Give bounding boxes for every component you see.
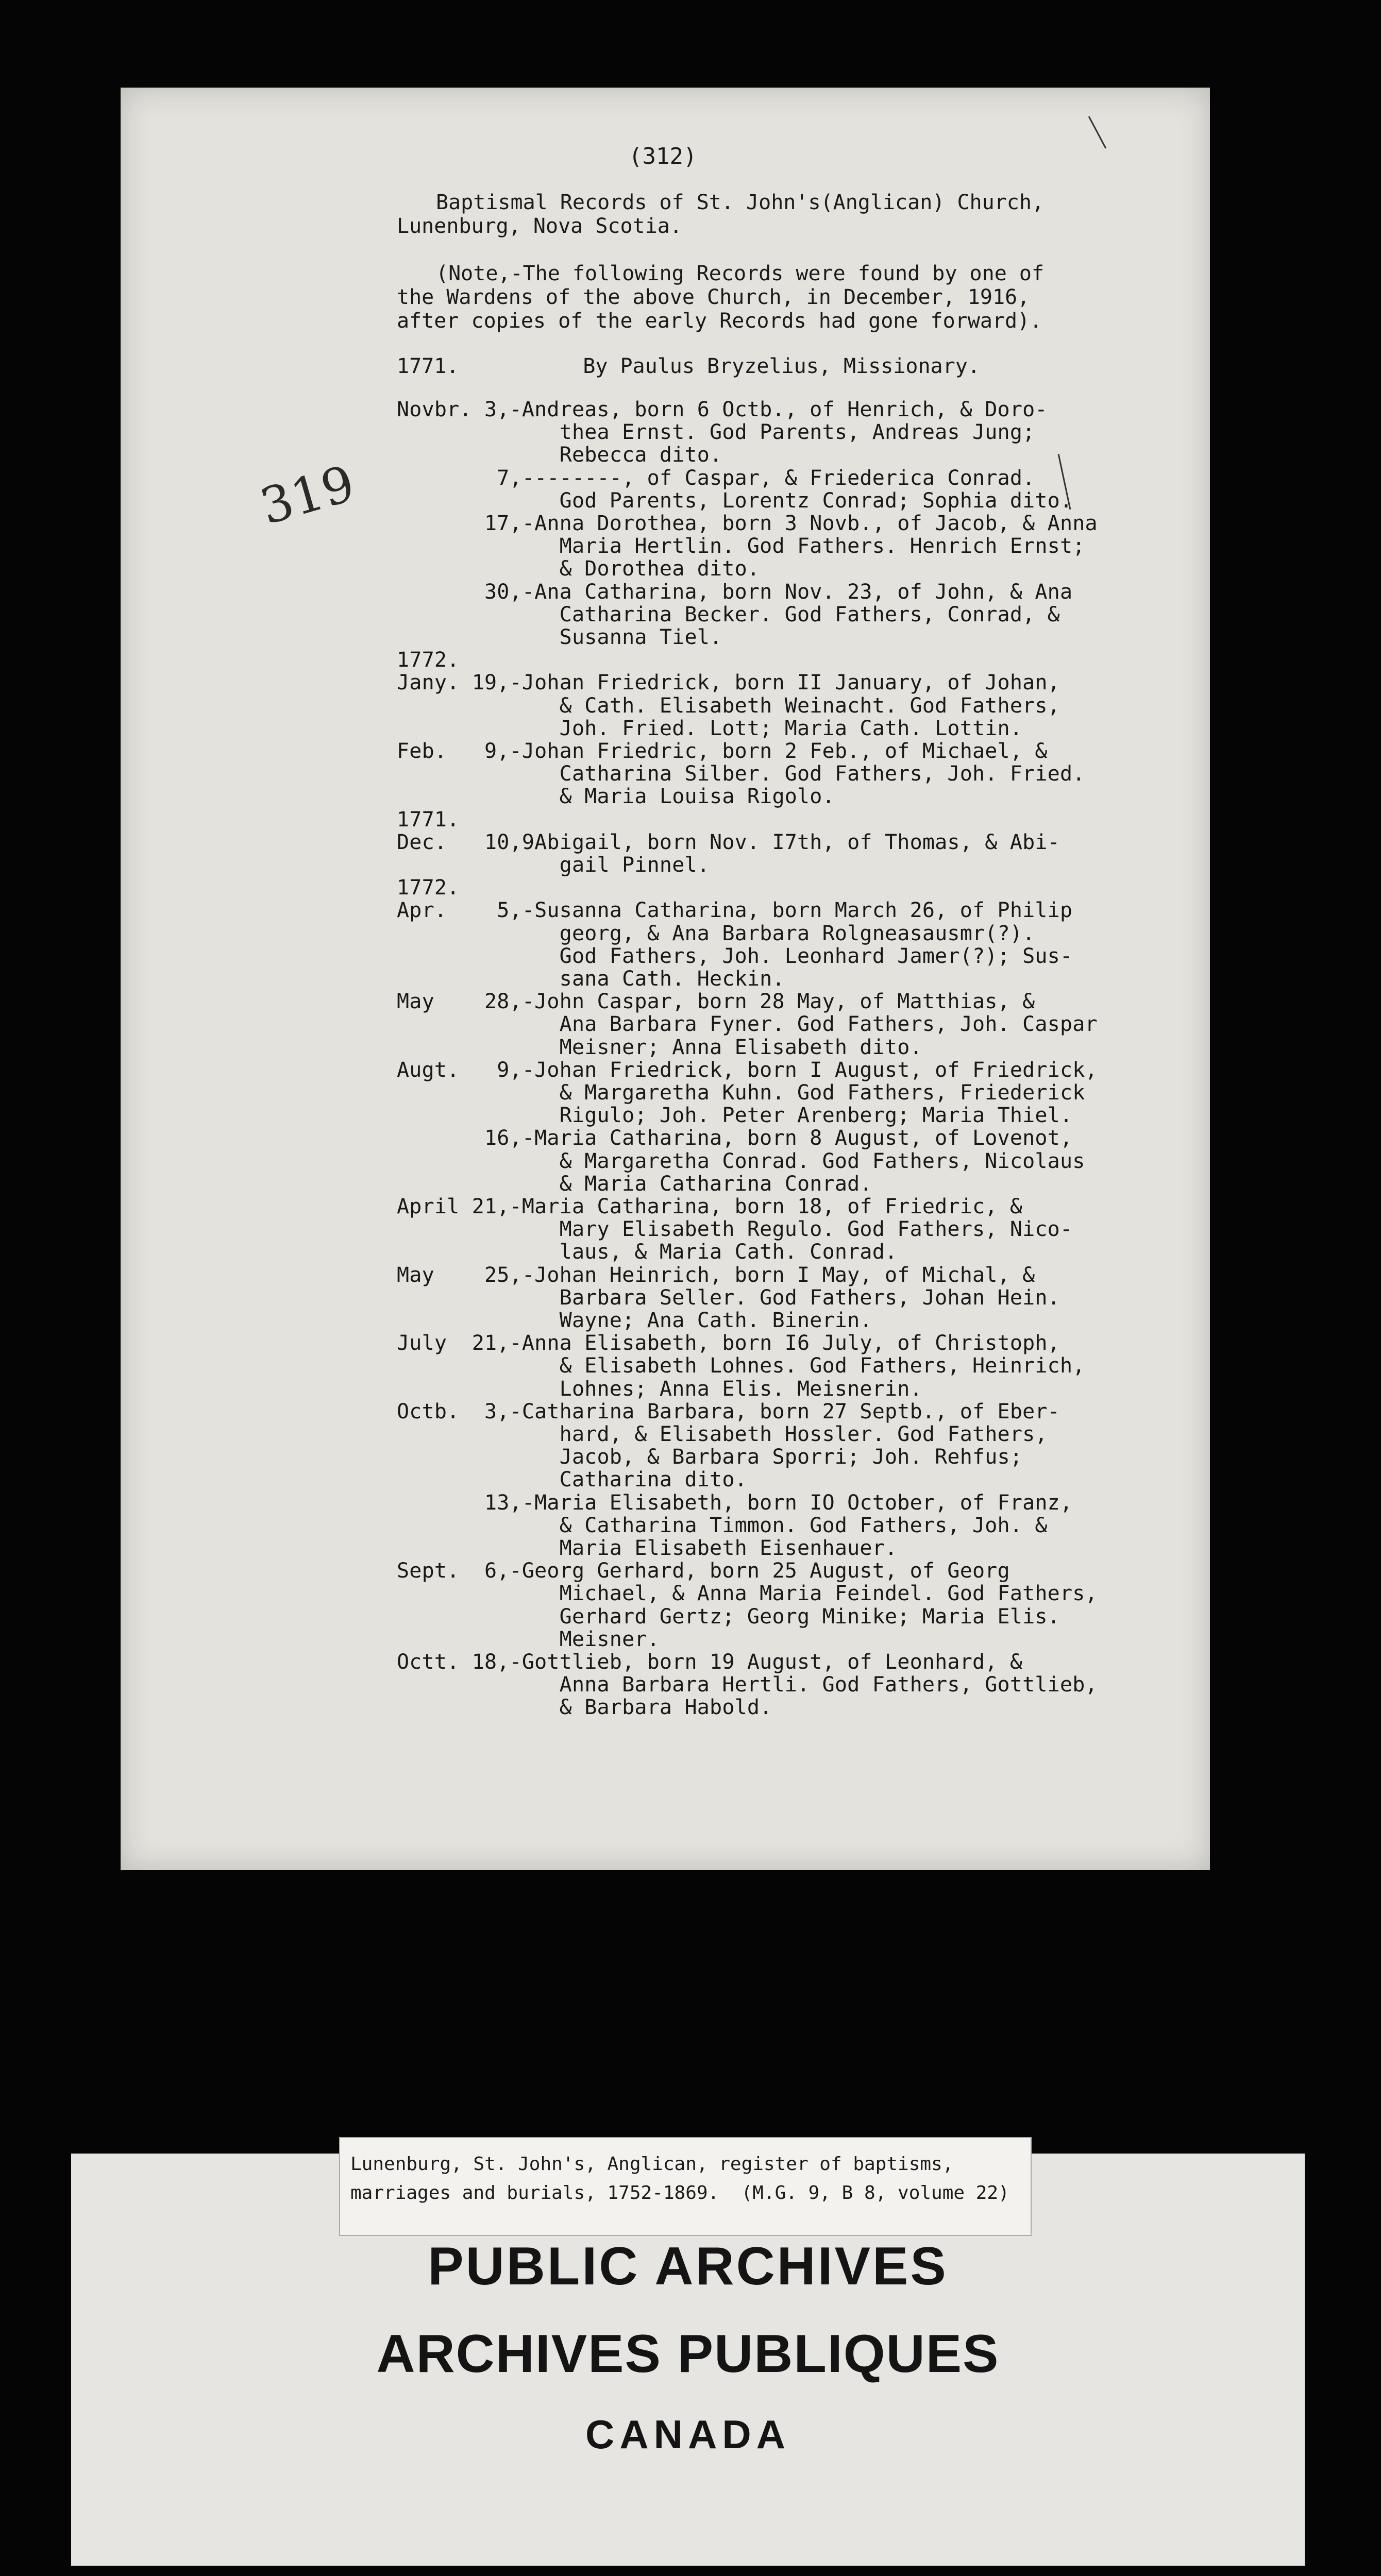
entry-line: 13,-Maria Elisabeth, born IO October, of Franz, <box>397 1490 1073 1515</box>
entry-line: & Margaretha Kuhn. God Fathers, Friederick <box>397 1081 1085 1105</box>
entry-line: God Parents, Lorentz Conrad; Sophia dito. <box>397 488 1073 513</box>
entry-line: gail Pinnel. <box>397 853 710 877</box>
entry-line: Lohnes; Anna Elis. Meisnerin. <box>397 1377 922 1401</box>
entry-line: Maria Elisabeth Eisenhauer. <box>397 1536 898 1560</box>
entry-line: Mary Elisabeth Regulo. God Fathers, Nico- <box>397 1217 1073 1242</box>
entry-line: & Maria Louisa Rigolo. <box>397 785 835 809</box>
entry-line: & Maria Catharina Conrad. <box>397 1172 872 1196</box>
archive-label-english: PUBLIC ARCHIVES <box>428 2236 948 2296</box>
entry-line: Anna Barbara Hertli. God Fathers, Gottlieb, <box>397 1673 1098 1697</box>
entry-line: Sept. 6,-Georg Gerhard, born 25 August, of Georg <box>397 1559 1010 1583</box>
entry-line: & Margaretha Conrad. God Fathers, Nicolaus <box>397 1149 1085 1173</box>
entry-line: July 21,-Anna Elisabeth, born I6 July, of Christoph, <box>397 1331 1060 1355</box>
entry-line: 7,--------, of Caspar, & Friederica Conrad. <box>397 466 1035 490</box>
archive-label-french: ARCHIVES PUBLIQUES <box>376 2324 1000 2384</box>
entry-line: Catharina dito. <box>397 1468 747 1492</box>
entry-line: 30,-Ana Catharina, born Nov. 23, of John, & Ana <box>397 580 1073 604</box>
page-number: (312) <box>629 143 697 170</box>
entry-line: April 21,-Maria Catharina, born 18, of Friedric, & <box>397 1195 1023 1218</box>
entry-line: Rigulo; Joh. Peter Arenberg; Maria Thiel. <box>397 1104 1073 1128</box>
entry-line: Joh. Fried. Lott; Maria Cath. Lottin. <box>397 716 1023 740</box>
entry-line: Barbara Seller. God Fathers, Johan Hein. <box>397 1285 1060 1310</box>
entry-line: Michael, & Anna Maria Feindel. God Fathers, <box>397 1582 1098 1606</box>
note-line-3: after copies of the early Records had gone forward). <box>397 309 1042 333</box>
entry-line: & Barbara Habold. <box>397 1696 772 1720</box>
entry-line: Catharina Silber. God Fathers, Joh. Fried. <box>397 762 1085 786</box>
entry-line: thea Ernst. God Parents, Andreas Jung; <box>397 420 1035 445</box>
entry-line: & Elisabeth Lohnes. God Fathers, Heinrich, <box>397 1354 1085 1378</box>
entry-line: laus, & Maria Cath. Conrad. <box>397 1240 898 1264</box>
entry-line: Octb. 3,-Catharina Barbara, born 27 Septb., of Eber- <box>397 1399 1060 1423</box>
entry-line: Octt. 18,-Gottlieb, born 19 August, of Leonhard, & <box>397 1650 1023 1674</box>
entry-line: sana Cath. Heckin. <box>397 967 785 991</box>
entry-line: 1772. <box>397 648 460 672</box>
record-title-line-1: Baptismal Records of St. John's(Anglican) Church, <box>436 191 1045 214</box>
entry-line: 1771. <box>397 807 460 832</box>
entry-line: Ana Barbara Fyner. God Fathers, Joh. Caspar <box>397 1012 1098 1037</box>
missionary-year-line: 1771. By Paulus Bryzelius, Missionary. <box>397 354 980 378</box>
entry-line: Feb. 9,-Johan Friedric, born 2 Feb., of Michael, & <box>397 739 1048 763</box>
note-line-1: (Note,-The following Records were found by one of <box>436 262 1045 285</box>
handwritten-margin-number: 319 <box>254 454 361 536</box>
catalog-slip <box>339 2137 1032 2236</box>
entry-line: May 25,-Johan Heinrich, born I May, of Michal, & <box>397 1263 1035 1287</box>
entry-line: May 28,-John Caspar, born 28 May, of Matthias, & <box>397 990 1035 1014</box>
entry-line: & Catharina Timmon. God Fathers, Joh. & <box>397 1513 1048 1537</box>
record-title-line-2: Lunenburg, Nova Scotia. <box>397 214 682 238</box>
entry-line: Susanna Tiel. <box>397 625 722 649</box>
entry-line: Dec. 10,9Abigail, born Nov. I7th, of Thomas, & Abi- <box>397 830 1060 854</box>
entry-line: & Cath. Elisabeth Weinacht. God Fathers, <box>397 693 1060 718</box>
entry-line: 1772. <box>397 876 460 900</box>
catalog-slip-line-2: marriages and burials, 1752-1869. (M.G. 9, B 8, volume 22) <box>350 2182 1009 2204</box>
catalog-slip-line-1: Lunenburg, St. John's, Anglican, register of baptisms, <box>350 2154 954 2175</box>
entry-line: Gerhard Gertz; Georg Minike; Maria Elis. <box>397 1604 1060 1629</box>
entry-line: Meisner. <box>397 1627 660 1651</box>
archive-label-country: CANADA <box>585 2412 790 2457</box>
note-line-2: the Wardens of the above Church, in December, 1916, <box>397 285 1030 309</box>
entry-line: God Fathers, Joh. Leonhard Jamer(?); Sus- <box>397 944 1073 968</box>
entry-line: Apr. 5,-Susanna Catharina, born March 26, of Philip <box>397 899 1073 923</box>
entry-line: 16,-Maria Catharina, born 8 August, of Lovenot, <box>397 1126 1073 1150</box>
entry-line: Meisner; Anna Elisabeth dito. <box>397 1035 922 1059</box>
entry-line: Jany. 19,-Johan Friedrick, born II January, of Johan, <box>397 671 1060 695</box>
entry-line: Jacob, & Barbara Sporri; Joh. Rehfus; <box>397 1445 1023 1469</box>
entry-line: Wayne; Ana Cath. Binerin. <box>397 1309 872 1332</box>
entry-line: Novbr. 3,-Andreas, born 6 Octb., of Henrich, & Doro- <box>397 398 1048 421</box>
entry-line: Rebecca dito. <box>397 443 722 467</box>
entry-line: Augt. 9,-Johan Friedrick, born I August, of Friedrick, <box>397 1058 1098 1082</box>
entry-line: Maria Hertlin. God Fathers. Henrich Ernst; <box>397 534 1085 558</box>
entry-line: Catharina Becker. God Fathers, Conrad, & <box>397 602 1060 626</box>
entry-line: georg, & Ana Barbara Rolgneasausmr(?). <box>397 921 1035 945</box>
entry-line: 17,-Anna Dorothea, born 3 Novb., of Jacob, & Anna <box>397 512 1098 535</box>
entry-line: & Dorothea dito. <box>397 557 760 581</box>
entry-line: hard, & Elisabeth Hossler. God Fathers, <box>397 1422 1048 1446</box>
